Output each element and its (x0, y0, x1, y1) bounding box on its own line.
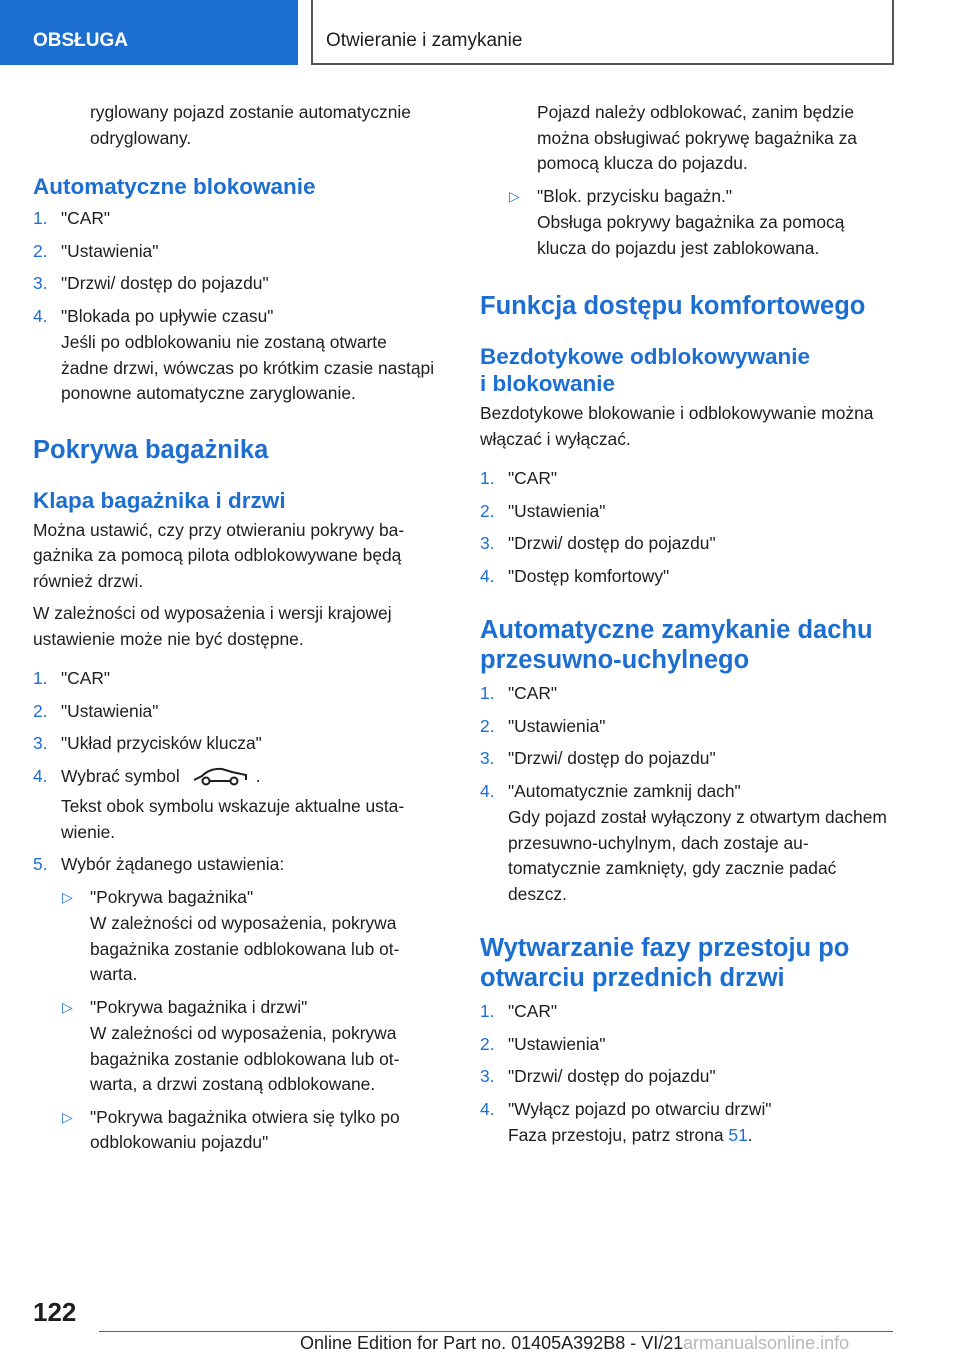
list-item (33, 206, 438, 232)
list-item (480, 681, 892, 707)
list-text: "Automatycznie zamknij dach" (508, 780, 741, 801)
triangle-right-icon: ▷ (62, 998, 73, 1015)
roof-heading: Automatyczne zamykanie dachu przesuwno-uchylnego (480, 616, 873, 674)
list-item (480, 999, 892, 1025)
list-text: Wybór żądanego ustawienia: (61, 854, 285, 874)
list-text: "Ustawienia" (61, 240, 159, 261)
option-note: W zależności od wyposażenia, pokrywa bagażnika zostanie odblokowana lub otwarta, a drzwi zostaną odblokowane. (90, 1023, 400, 1094)
item-note (480, 1123, 892, 1149)
list-number: 1. (480, 468, 495, 488)
list-number: 3. (480, 748, 495, 768)
list-item (480, 1097, 892, 1123)
option-text: "Blok. przycisku bagażn." (537, 185, 733, 206)
list-item (480, 531, 892, 557)
list-text: "Dostęp komfortowy" (508, 565, 670, 586)
comfort-subheading (480, 343, 892, 397)
list-text: "Ustawienia" (61, 700, 159, 721)
triangle-right-icon: ▷ (509, 187, 520, 204)
list-number: 1. (33, 668, 48, 688)
list-text: "Wyłącz pojazd po otwarciu drzwi" (508, 1098, 772, 1119)
page-number: 122 (33, 1297, 77, 1327)
list-item (480, 714, 892, 740)
list-item (33, 852, 438, 878)
footer-edition: Online Edition for Part no. 01405A392B8 - VI/21 (300, 1333, 684, 1353)
list-item (480, 564, 892, 590)
standby-heading: Wytwarzanie fazy przestoju po otwarciu przednich drzwi (480, 934, 850, 992)
list-number: 2. (480, 715, 495, 736)
list-number: 4. (480, 1098, 495, 1119)
list-item (33, 699, 438, 725)
list-text: "CAR" (508, 1001, 558, 1021)
option-note: W zależności od wyposażenia, pokrywa bagażnika zostanie odblokowana lub otwarta. (90, 913, 400, 984)
list-text: "CAR" (508, 683, 558, 703)
list-text: "CAR" (61, 208, 111, 228)
list-number: 1. (480, 1001, 495, 1021)
chapter-title: Otwieranie i zamykanie (311, 0, 894, 65)
list-item (33, 731, 438, 757)
auto-lock-heading: Automatyczne blokowanie (33, 174, 316, 199)
option-note: Pojazd należy odblokować, zanim będzie można obsługiwać pokrywę bagażnika za pomocą klucza do pojazdu. (537, 102, 857, 173)
list-number: 2. (33, 700, 48, 721)
right-column (480, 100, 892, 1156)
paragraph: Bezdotykowe blokowanie i odblokowywanie można włączać i wyłączać. (480, 403, 874, 449)
option-note: Obsługa pokrywy bagażnika za pomocą klucza do pojazdu jest zablokowana. (537, 212, 845, 258)
car-trunk-icon (192, 766, 248, 794)
triangle-right-icon: ▷ (62, 1108, 73, 1125)
item-note: Jeśli po odblokowaniu nie zostaną otwarte żadne drzwi, wówczas po krótkim czasie nastąpi ponowne automatyczne zaryglowanie. (61, 332, 435, 403)
list-number: 4. (480, 780, 495, 801)
left-column (33, 100, 438, 1163)
option-text: "Pokrywa bagażnika otwiera się tylko po odblokowaniu pojazdu" (90, 1106, 400, 1152)
note-suffix: . (747, 1125, 753, 1145)
list-text: "Ustawienia" (508, 715, 606, 736)
footer-divider (99, 1331, 893, 1332)
list-number: 3. (480, 1066, 495, 1086)
list-item (480, 499, 892, 525)
list-number: 1. (480, 683, 495, 703)
list-number: 4. (33, 305, 48, 326)
option-item (33, 1105, 438, 1156)
list-text: "Drzwi/ dostęp do pojazdu" (508, 1066, 716, 1086)
list-text: "CAR" (61, 668, 111, 688)
list-text: "Ustawienia" (508, 500, 606, 521)
list-item (480, 466, 892, 492)
paragraph: W zależności od wyposażenia i wersji krajowej ustawienie może nie być dostępne. (33, 603, 392, 649)
comfort-subheading-line2: i blokowanie (480, 371, 616, 396)
list-text-end: . (255, 765, 261, 786)
paragraph: Można ustawić, czy przy otwieraniu pokrywy bagażnika za pomocą pilota odblokowywane będą również drzwi. (33, 519, 405, 591)
note-prefix: Faza przestoju, patrz strona (508, 1125, 724, 1145)
option-text: "Pokrywa bagażnika" (90, 886, 254, 907)
option-text: "Pokrywa bagażnika i drzwi" (90, 996, 308, 1017)
item-note: Tekst obok symbolu wskazuje aktualne ustawienie. (61, 796, 405, 842)
list-number: 3. (480, 533, 495, 553)
list-item (33, 304, 438, 330)
watermark: armanualsonline.info (683, 1333, 850, 1353)
list-number: 1. (33, 208, 48, 228)
list-number: 4. (480, 565, 495, 586)
list-item (480, 746, 892, 772)
option-item (33, 885, 438, 911)
trunk-subheading: Klapa bagażnika i drzwi (33, 487, 286, 513)
list-text: "Drzwi/ dostęp do pojazdu" (61, 273, 269, 293)
list-number: 3. (33, 273, 48, 293)
list-item (33, 271, 438, 297)
continued-text: ryglowany pojazd zostanie automatycznie odryglowany. (90, 102, 411, 148)
list-text: "Ustawienia" (508, 1033, 606, 1054)
option-item (33, 995, 438, 1021)
list-item (480, 1032, 892, 1058)
section-tab: OBSŁUGA (0, 0, 298, 65)
list-text: Wybrać symbol (61, 765, 180, 786)
list-item (33, 666, 438, 692)
comfort-subheading-line1: Bezdotykowe odblokowywanie (480, 344, 811, 369)
list-number: 2. (480, 500, 495, 521)
comfort-heading: Funkcja dostępu komfortowego (480, 292, 866, 320)
list-item (33, 764, 438, 794)
page-link[interactable]: 51 (728, 1125, 748, 1145)
list-number: 2. (33, 240, 48, 261)
list-text: "Układ przycisków klucza" (61, 733, 262, 753)
list-number: 5. (33, 854, 48, 874)
item-note: Gdy pojazd został wyłączony z otwartym dachem przesuwno-uchylnym, dach zostaje automatycznie zamknięty, gdy zacznie padać deszcz. (508, 807, 887, 904)
triangle-right-icon: ▷ (62, 888, 73, 905)
list-text: "CAR" (508, 468, 558, 488)
list-item (33, 239, 438, 265)
list-item (480, 779, 892, 805)
list-text: "Drzwi/ dostęp do pojazdu" (508, 533, 716, 553)
option-item (480, 184, 892, 210)
list-number: 2. (480, 1033, 495, 1054)
list-item (480, 1064, 892, 1090)
list-number: 4. (33, 765, 48, 786)
list-text: "Blokada po upływie czasu" (61, 305, 274, 326)
list-text: "Drzwi/ dostęp do pojazdu" (508, 748, 716, 768)
list-number: 3. (33, 733, 48, 753)
trunk-heading: Pokrywa bagażnika (33, 435, 269, 464)
